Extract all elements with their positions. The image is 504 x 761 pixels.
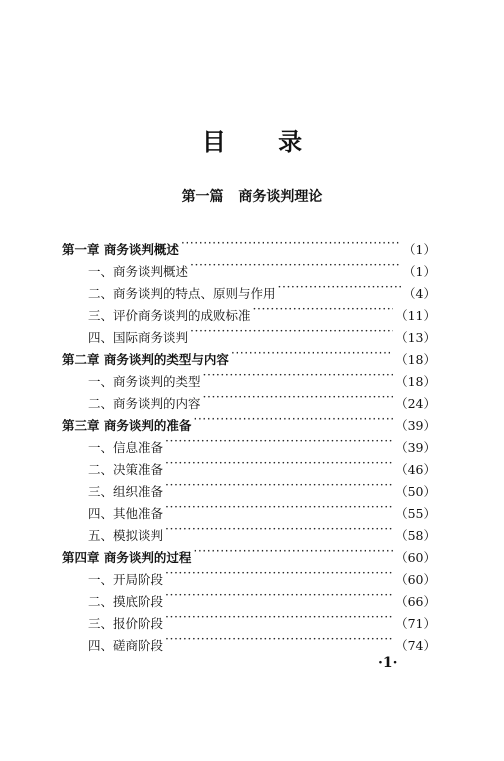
dot-leader <box>165 628 393 650</box>
dot-leader <box>203 364 394 386</box>
toc-entry-page: （66） <box>395 594 436 609</box>
toc-entry-label: 三、报价阶段 <box>88 616 164 631</box>
toc-entry-label: 第二章 商务谈判的类型与内容 <box>62 352 229 367</box>
part-title: 第一篇 商务谈判理论 <box>181 189 323 205</box>
toc-entry-page: （39） <box>395 440 436 455</box>
dot-leader <box>165 584 393 606</box>
toc-entry-page: （71） <box>395 616 436 631</box>
toc-entry-label: 第一章 商务谈判概述 <box>62 242 179 257</box>
dot-leader <box>165 606 393 628</box>
toc-chapter-entry <box>62 232 436 257</box>
toc-entry-label: 二、商务谈判的特点、原则与作用 <box>88 286 276 301</box>
dot-leader <box>165 474 393 496</box>
dot-leader <box>203 386 394 408</box>
toc-entry-page: （1） <box>403 264 436 279</box>
dot-leader <box>253 298 394 320</box>
toc-entry-label: 二、摸底阶段 <box>88 594 164 609</box>
toc-entry-label: 一、商务谈判概述 <box>88 264 189 279</box>
toc-entry-label: 五、模拟谈判 <box>88 528 164 543</box>
dot-leader <box>165 518 393 540</box>
dot-leader <box>190 254 401 276</box>
dot-leader <box>165 496 393 518</box>
page-title: 目 录 <box>201 128 325 156</box>
toc-entry-page: （74） <box>395 638 436 653</box>
toc-entry-page: （60） <box>395 572 436 587</box>
toc-entry-label: 三、评价商务谈判的成败标准 <box>88 308 251 323</box>
dot-leader <box>231 342 393 364</box>
dot-leader <box>193 408 393 430</box>
toc-entry-page: （50） <box>395 484 436 499</box>
page-number: ·1· <box>378 655 398 671</box>
toc-entry-label: 第四章 商务谈判的过程 <box>62 550 192 565</box>
toc-entry-page: （55） <box>395 506 436 521</box>
toc-entry-label: 二、决策准备 <box>88 462 164 477</box>
dot-leader <box>278 276 402 298</box>
dot-leader <box>193 540 393 562</box>
toc-entry-page: （60） <box>395 550 436 565</box>
toc-entry-label: 一、商务谈判的类型 <box>88 374 201 389</box>
toc-entry-page: （4） <box>403 286 436 301</box>
dot-leader <box>165 562 393 584</box>
dot-leader <box>190 320 393 342</box>
toc-entry-page: （11） <box>395 308 436 323</box>
dot-leader <box>165 452 393 474</box>
toc-entry-label: 第三章 商务谈判的准备 <box>62 418 192 433</box>
table-of-contents <box>62 232 436 653</box>
toc-entry-page: （46） <box>395 462 436 477</box>
toc-entry-label: 二、商务谈判的内容 <box>88 396 201 411</box>
toc-entry-label: 一、信息准备 <box>88 440 164 455</box>
toc-entry-page: （24） <box>395 396 436 411</box>
dot-leader <box>181 232 401 254</box>
toc-entry-page: （13） <box>395 330 436 345</box>
toc-entry-page: （39） <box>395 418 436 433</box>
toc-entry-label: 四、其他准备 <box>88 506 164 521</box>
toc-entry-page: （18） <box>395 374 436 389</box>
toc-entry-page: （58） <box>395 528 436 543</box>
toc-entry-label: 四、国际商务谈判 <box>88 330 189 345</box>
toc-entry-page: （1） <box>403 242 436 257</box>
dot-leader <box>165 430 393 452</box>
toc-entry-page: （18） <box>395 352 436 367</box>
toc-entry-label: 一、开局阶段 <box>88 572 164 587</box>
toc-entry-label: 四、磋商阶段 <box>88 638 164 653</box>
toc-entry-label: 三、组织准备 <box>88 484 164 499</box>
